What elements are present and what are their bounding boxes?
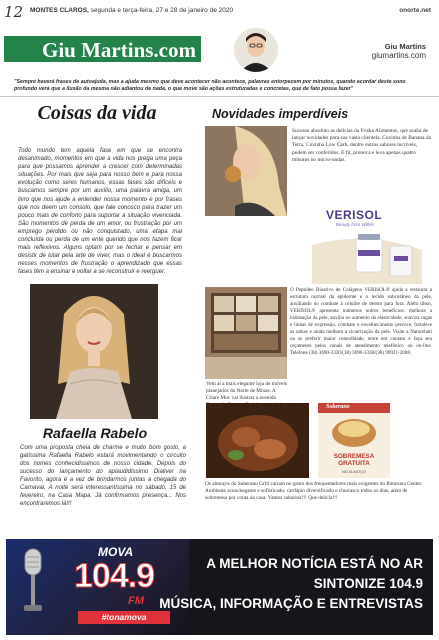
- soberano-offer-note: NO ALMOÇO: [341, 469, 367, 474]
- mova-band: FM: [128, 595, 144, 607]
- article-title-rafaella: Rafaella Rabelo: [42, 425, 148, 441]
- banner-title: Giu Martins.com: [42, 38, 196, 62]
- article-title-coisas: Coisas da vida: [37, 102, 157, 124]
- furniture-photo: [205, 287, 287, 379]
- author-block: [372, 42, 426, 60]
- rafaella-photo: [30, 284, 158, 419]
- woman-eating-icon: [205, 126, 287, 216]
- friska-photo: [205, 126, 287, 216]
- edition-info: [30, 7, 233, 14]
- epigraph-quote: "Sempre haverá frases de autoajuda, mas a ajuda mesmo que deve acontecer não acontece, palavras entorpecem por minutos, quando acordar deste sono profundo verá que a ilusão da mesma não adiantou de nada, o que move são ações estruturadas e concretas, que de fato possa fazer": [14, 79, 406, 92]
- soberano-ad: [318, 403, 390, 478]
- mova-logo: [74, 545, 155, 629]
- page-number: 12: [4, 3, 24, 21]
- column-banner: [4, 28, 432, 72]
- author-name: Giu Martins: [384, 42, 426, 51]
- page-header: [0, 0, 439, 22]
- section-title-novidades: Novidades imperdíveis: [212, 107, 349, 121]
- verisol-text: O Peptídeo Bioativo de Colágeno VERISOL® ajuda a restaurar a estrutura normal da epiderme e o tecido subcutâneo da pele, auxiliando no combate à celulite de dentro para fora. Além disso, VERISOL® apresenta inúmeros outros benefícios: melhora a hidratação da pele, auxilia no aumento da elasticidade, suaviza rugas e linhas de expressão, combate o envelhecimento precoce, fortalece as unhas e ainda melhora a cicatrização da pele. Visite a Naturelatti ou se preferir maior comodidade, entre em contato e faça seu orçamento pelos canais de atendimento telefônico ou on-line. Telefone (38) 3690-3330/(38) 3690-3338/(38) 99921-2008.: [290, 287, 432, 356]
- ad-tagline: MÚSICA, INFORMAÇÃO E ENTREVISTAS: [159, 596, 423, 611]
- edition-city: MONTES CLAROS,: [30, 7, 89, 14]
- verisol-tagline: Beauty from Within: [336, 222, 374, 227]
- mova-brand: MOVA: [98, 545, 134, 559]
- barbecue-meat-icon: [206, 403, 309, 478]
- soberano-text: Os almoços do Soberano Grill caíram no gosto dos frequentadores mais exigentes do Ibituruna Center. Ambiente aconchegante e sofisticado, cardápio diversificado e churrasco todos os dias, além de sobremesa por conta da casa. Vamos saborear!!! Que delícia!!!: [205, 481, 423, 501]
- woman-portrait-icon: [30, 284, 158, 419]
- mova-frequency: 104.9: [74, 557, 155, 595]
- furniture-shelf-icon: [205, 287, 287, 379]
- ad-tune-in: SINTONIZE 104.9: [313, 576, 423, 591]
- mova-hashtag: #tonamova: [78, 611, 170, 624]
- author-avatar: [234, 28, 278, 72]
- article-body-coisas: Todo mundo tem aquela fase em que se encontra desanimado, momentos em que a vida nos prega uma peça para que possamos aprender a crescer com determinadas situações. Por mais que seja para nosso bem e para nossa evolução como seres humanos, essas fases são difíceis e buscamos sempre por um auxílio, uma palavra amiga, um livro que nos ajude a entender nossa momento e por frases que nos deem um consolo, que fale conosco para trazer um pouco mais de conforto para suportar a situação vivenciada. São momentos de perda de um amor, ou frustração por um emprego perdido ou não conquistado, uma etapa mal concluída ou perda de um ente querido que nos fazem ficar mais reflexivos. Alguns optam por se fechar e pensar em desistir de lutar pela arte de viver, mas o ideal é buscarmos nesses momentos de frustração o aprendizado que essas fases têm a ensinar e voltar a se reconstruir e reerguer.: [18, 148, 182, 276]
- author-site[interactable]: giumartins.com: [371, 51, 426, 60]
- verisol-ad: [312, 190, 422, 284]
- divider: [0, 96, 439, 97]
- soberano-brand: Soberano: [326, 404, 350, 410]
- soberano-offer: SOBREMESA GRATUITA: [333, 453, 375, 467]
- author-portrait-icon: [234, 28, 278, 72]
- furniture-text: Vem aí a mais elegante loja de móveis planejados do Norte de Minas. A Criare Moc vai ilustrar a avenida: [206, 381, 288, 401]
- radio-ad[interactable]: [6, 539, 433, 635]
- article-body-rafaella: Com uma proposta cheia de charme e muito bom gosto, a gatíssima Rafaella Rabelo estará movimentando o circuito dos nomes conhecidíssimos de nosso cidade. Depois do sucesso do lançamento do aplaudidíssimo Dialiver na Favorito, agora é a vez de brindarmos juntas a chegada do Carnaval. A noite será interessantíssima no sábado, 15 de fevereiro, na Casa Mapa. Já confirmamos presença... Nos encontraremos lá!!!: [20, 445, 186, 507]
- site-link[interactable]: onorte.net: [399, 7, 431, 14]
- microphone-icon: [20, 547, 46, 617]
- verisol-logo: VERISOL: [326, 208, 383, 222]
- food-photo: [206, 403, 309, 478]
- edition-date: segunda e terça-feira, 27 e 28 de janeiro de 2020: [90, 7, 234, 14]
- verisol-product-icon: [312, 190, 422, 284]
- ad-headline: A MELHOR NOTÍCIA ESTÁ NO AR: [206, 556, 423, 571]
- friska-text: Sucesso absoluto as delícias da Friska Alimentos, que acaba de lançar novidades para sua vasta clientela. Coxinha de Banana da Terra, Coxinha Low Carb, dentre outros sabores incríveis, podem ser conferidos. E fit, proteica e leva apenas quatro minutos no micro-ondas.: [292, 128, 431, 163]
